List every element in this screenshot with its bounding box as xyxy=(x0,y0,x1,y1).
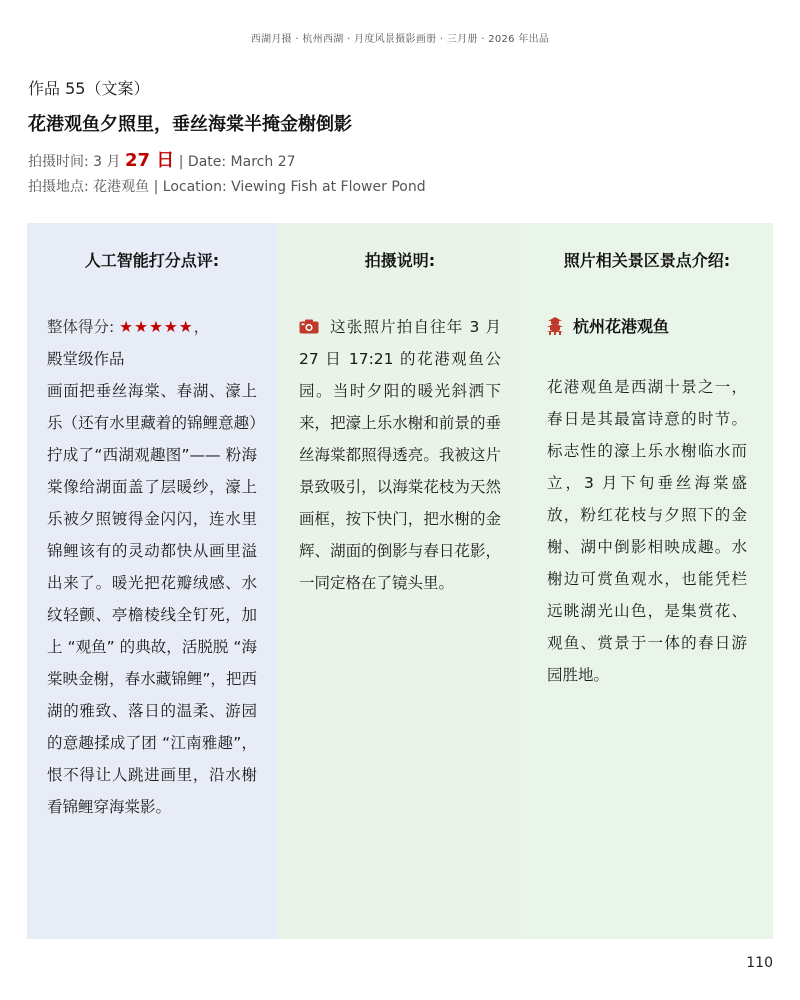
page-number: 110 xyxy=(746,955,773,971)
running-header: 西湖月摄 · 杭州西湖 · 月度风景摄影画册 · 三月册 · 2026 年出品 xyxy=(250,34,550,45)
spot-name: 杭州花港观鱼 xyxy=(573,317,670,336)
shoot-notes-body xyxy=(299,311,501,599)
shoot-date-english: | Date: March 27 xyxy=(178,154,296,170)
rating-stars: ★★★★★ xyxy=(119,318,194,336)
score-line xyxy=(47,311,257,343)
shoot-notes-panel xyxy=(277,223,523,939)
shoot-date-day: 27 日 xyxy=(124,150,175,171)
spot-intro-heading: 照片相关景区景点介绍: xyxy=(563,251,731,270)
score-suffix: ， xyxy=(193,318,210,336)
work-number-label: 作品 55（文案） xyxy=(28,79,150,98)
shoot-date-prefix: 拍摄时间: 3 月 xyxy=(28,154,121,170)
shoot-notes-heading: 拍摄说明: xyxy=(364,251,436,270)
shoot-location-line: 拍摄地点: 花港观鱼 | Location: Viewing Fish at Flower Pond xyxy=(28,179,426,195)
spot-name-line xyxy=(547,311,747,343)
pagoda-icon xyxy=(547,314,563,332)
score-label: 整体得分: xyxy=(47,318,115,336)
spot-intro-body xyxy=(547,311,747,691)
camera-icon xyxy=(299,313,319,328)
grade-label: 殿堂级作品 xyxy=(47,350,125,368)
work-title: 花港观鱼夕照里，垂丝海棠半掩金榭倒影 xyxy=(28,114,352,135)
spot-intro-text: 花港观鱼是西湖十景之一，春日是其最富诗意的时节。标志性的濠上乐水榭临水而立，3 月下旬垂丝海棠盛放，粉红花枝与夕照下的金榭、湖中倒影相映成趣。水榭边可赏鱼观水，也能凭栏远眺湖光山色，是集赏花、观鱼、赏景于一体的春日游园胜地。 xyxy=(547,378,747,684)
ai-review-text: 画面把垂丝海棠、春湖、濠上乐（还有水里藏着的锦鲤意趣）拧成了“西湖观趣图”—— 粉海棠像给湖面盖了层暖纱，濠上乐被夕照镀得金闪闪，连水里锦鲤该有的灵动都快从画里溢出来了。暖光把花瓣绒感、水纹轻颤、亭檐棱线全钉死，加上 “观鱼” 的典故，活脱脱 “海棠映金榭，春水藏锦鲤”，把西湖的雅致、落日的温柔、游园的意趣揉成了团 “江南雅趣”，恨不得让人跳进画里，沿水榭看锦鲤穿海棠影。 xyxy=(47,382,257,816)
shoot-notes-text: 这张照片拍自往年 3 月 27 日 17:21 的花港观鱼公园。当时夕阳的暖光斜洒下来，把濠上乐水榭和前景的垂丝海棠都照得透亮。我被这片景致吸引，以海棠花枝为天然画框，按下快门，把水榭的金辉、湖面的倒影与春日花影，一同定格在了镜头里。 xyxy=(299,318,501,592)
shoot-date-line xyxy=(28,146,296,172)
spot-intro-panel xyxy=(523,223,773,939)
ai-review-heading: 人工智能打分点评: xyxy=(84,251,220,270)
info-panels xyxy=(27,223,773,939)
ai-review-body xyxy=(47,311,257,823)
ai-review-panel xyxy=(27,223,277,939)
